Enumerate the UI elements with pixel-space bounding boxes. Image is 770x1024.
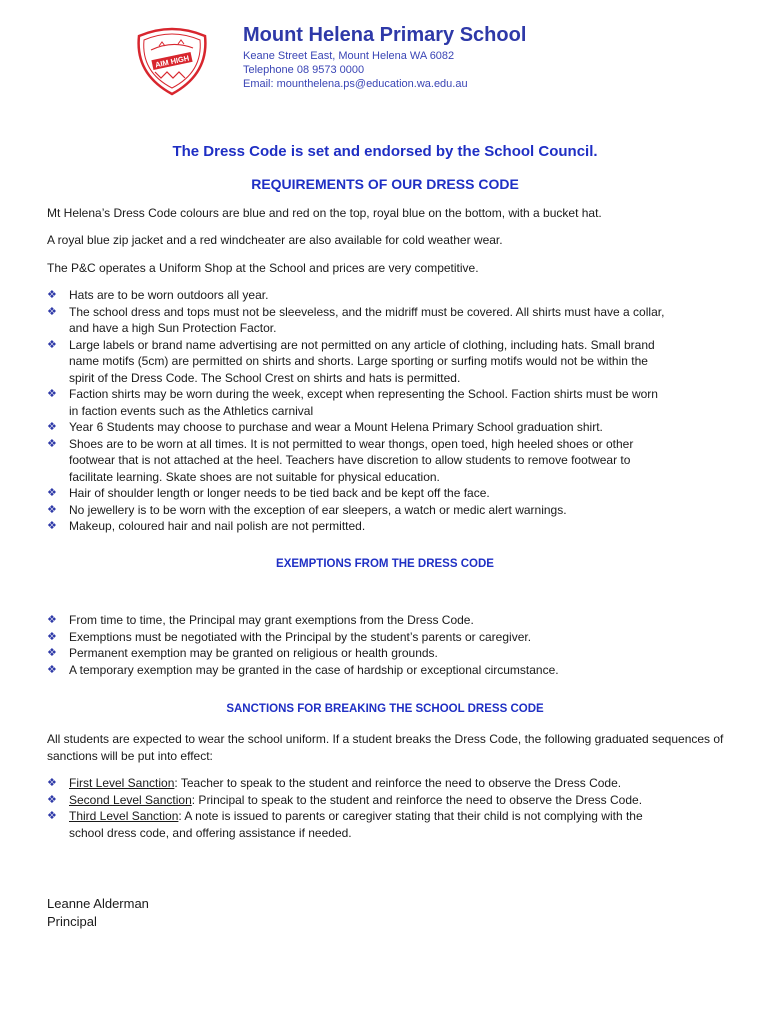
requirements-paragraph: The P&C operates a Uniform Shop at the School and prices are very competitive. bbox=[47, 261, 479, 275]
list-item: ❖ The school dress and tops must not be sleeveless, and the midriff must be covered. All shirts must have a collar, and have a high Sun Protection Factor. bbox=[47, 304, 665, 335]
list-item: ❖ Faction shirts may be worn during the week, except when representing the School. Faction shirts must be worn in faction events such as the Athletics carnival bbox=[47, 387, 658, 418]
signatory-name: Leanne Alderman bbox=[47, 896, 149, 911]
diamond-bullet-icon: ❖ bbox=[47, 614, 57, 626]
diamond-bullet-icon: ❖ bbox=[47, 437, 57, 450]
list-item: ❖ Year 6 Students may choose to purchase and wear a Mount Helena Primary School graduation shirt. bbox=[47, 420, 603, 434]
list-item: ❖ Makeup, coloured hair and nail polish are not permitted. bbox=[47, 519, 366, 533]
diamond-bullet-icon: ❖ bbox=[47, 338, 57, 351]
diamond-bullet-icon: ❖ bbox=[47, 793, 57, 806]
requirements-paragraph: A royal blue zip jacket and a red windcheater are also available for cold weather wear. bbox=[47, 233, 503, 247]
exemptions-list bbox=[47, 612, 727, 678]
list-item: ❖ From time to time, the Principal may grant exemptions from the Dress Code. bbox=[47, 613, 474, 627]
diamond-bullet-icon: ❖ bbox=[47, 421, 57, 433]
requirements-heading: REQUIREMENTS OF OUR DRESS CODE bbox=[251, 176, 519, 192]
list-item: ❖ Second Level Sanction: Principal to speak to the student and reinforce the need to observe the Dress Code. bbox=[47, 792, 643, 807]
svg-text:AIM HIGH: AIM HIGH bbox=[154, 53, 190, 70]
list-item: ❖ Hair of shoulder length or longer needs to be tied back and be kept off the face. bbox=[47, 486, 490, 500]
council-heading: The Dress Code is set and endorsed by the School Council. bbox=[172, 143, 598, 160]
diamond-bullet-icon: ❖ bbox=[47, 388, 57, 400]
sanctions-list bbox=[47, 775, 727, 841]
list-item: ❖ Large labels or brand name advertising are not permitted on any article of clothing, including hats. Small brand name motifs (5cm) are permitted on shirts and shorts. Large sporting or surfing motifs would not be within the spirit of the Dress Code. The School Crest on shirts and hats is permitted. bbox=[47, 337, 655, 385]
sanctions-heading: SANCTIONS FOR BREAKING THE SCHOOL DRESS CODE bbox=[226, 703, 544, 715]
list-item: ❖ Shoes are to be worn at all times. It is not permitted to wear thongs, open toed, high heeled shoes or other footwear that is not attached at the heel. Teachers have discretion to allow students to remove footwear to facilitate learning. Skate shoes are not suitable for physical education. bbox=[47, 436, 634, 484]
list-item: ❖ Hats are to be worn outdoors all year. bbox=[47, 288, 269, 302]
requirements-paragraph: Mt Helena’s Dress Code colours are blue and red on the top, royal blue on the bottom, with a bucket hat. bbox=[47, 206, 602, 220]
list-item: ❖ First Level Sanction: Teacher to speak to the student and reinforce the need to observe the Dress Code. bbox=[47, 776, 622, 790]
list-item: ❖ Third Level Sanction: A note is issued to parents or caregiver stating that their child is not complying with the school dress code, and offering assistance if needed. bbox=[47, 809, 643, 840]
school-name: Mount Helena Primary School bbox=[243, 24, 527, 46]
diamond-bullet-icon: ❖ bbox=[47, 487, 57, 499]
school-telephone: Telephone 08 9573 0000 bbox=[243, 64, 365, 76]
diamond-bullet-icon: ❖ bbox=[47, 630, 57, 643]
school-address: Keane Street East, Mount Helena WA 6082 bbox=[243, 50, 455, 62]
list-item: ❖ No jewellery is to be worn with the exception of ear sleepers, a watch or medic alert warnings. bbox=[47, 502, 567, 517]
requirements-list bbox=[47, 287, 727, 535]
school-crest-logo bbox=[133, 26, 211, 96]
diamond-bullet-icon: ❖ bbox=[47, 663, 57, 676]
sanctions-intro: All students are expected to wear the school uniform. If a student breaks the Dress Code, the following graduated sequences of sanctions will be put into effect: bbox=[47, 732, 724, 763]
diamond-bullet-icon: ❖ bbox=[47, 503, 57, 516]
list-item: ❖ A temporary exemption may be granted in the case of hardship or exceptional circumstance. bbox=[47, 662, 559, 677]
diamond-bullet-icon: ❖ bbox=[47, 289, 57, 301]
diamond-bullet-icon: ❖ bbox=[47, 647, 57, 659]
school-email: Email: mounthelena.ps@education.wa.edu.au bbox=[243, 78, 468, 90]
sanction-level-label: Third Level Sanction bbox=[69, 809, 179, 823]
sanction-level-label: First Level Sanction bbox=[69, 776, 175, 790]
diamond-bullet-icon: ❖ bbox=[47, 810, 57, 822]
diamond-bullet-icon: ❖ bbox=[47, 520, 57, 532]
sanction-level-label: Second Level Sanction bbox=[69, 792, 192, 807]
list-item: ❖ Permanent exemption may be granted on religious or health grounds. bbox=[47, 646, 438, 660]
exemptions-heading: EXEMPTIONS FROM THE DRESS CODE bbox=[276, 558, 494, 570]
signatory-title: Principal bbox=[47, 914, 97, 929]
list-item: ❖ Exemptions must be negotiated with the Principal by the student’s parents or caregiver. bbox=[47, 629, 532, 644]
diamond-bullet-icon: ❖ bbox=[47, 777, 57, 789]
diamond-bullet-icon: ❖ bbox=[47, 305, 57, 318]
